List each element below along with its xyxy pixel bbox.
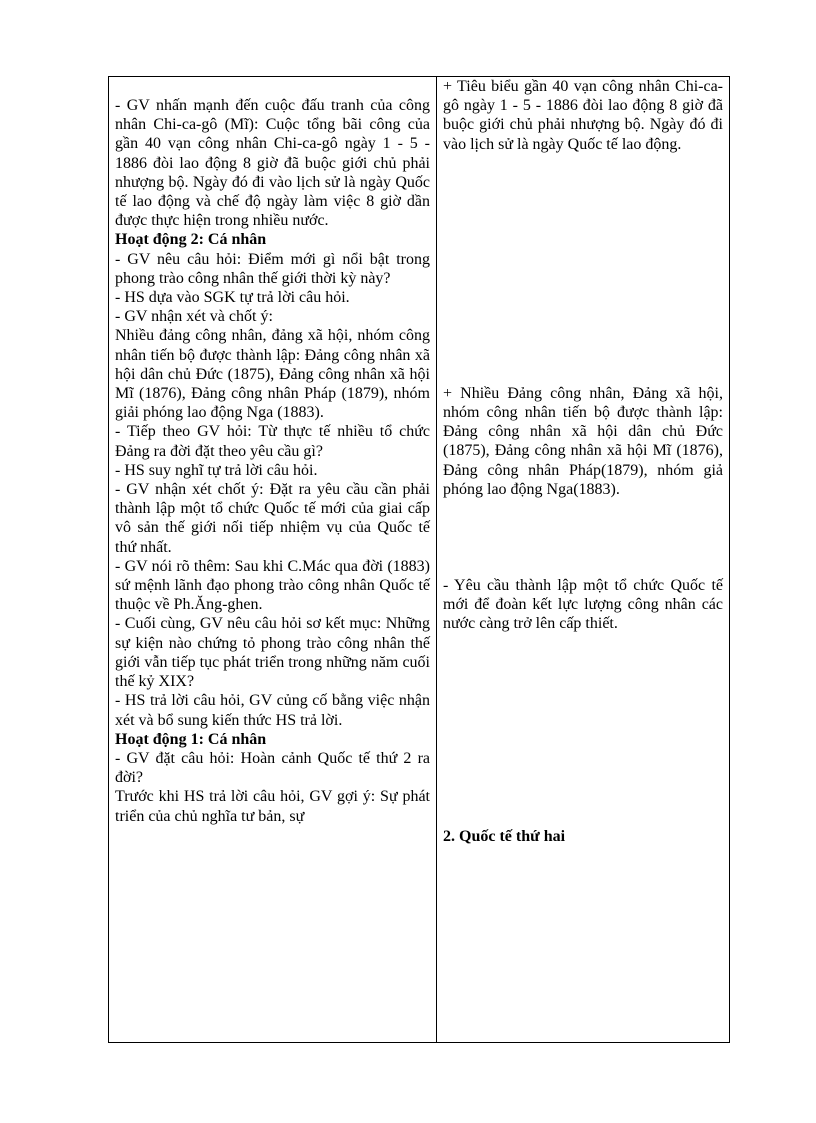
paragraph: - GV đặt câu hỏi: Hoàn cảnh Quốc tế thứ 2 ra đời? bbox=[115, 749, 430, 787]
paragraph: Nhiều đảng công nhân, đảng xã hội, nhóm công nhân tiến bộ được thành lập: Đảng công nhân xã hội dân chủ Đức (1875), Đảng công nhân xã hội Mĩ (1876), Đảng công nhân Pháp (1879), nhóm giải phóng lao động Nga (1883). bbox=[115, 327, 430, 422]
paragraph: - HS dựa vào SGK tự trả lời câu hỏi. bbox=[115, 289, 350, 307]
content-paragraph: - Yêu cầu thành lập một tổ chức Quốc tế mới để đoàn kết lực lượng công nhân các nước càng trở lên cấp thiết. bbox=[443, 577, 723, 633]
paragraph: - HS trả lời câu hỏi, GV củng cố bằng việc nhận xét và bổ sung kiến thức HS trả lời. bbox=[115, 692, 430, 729]
content-paragraph: + Nhiều Đảng công nhân, Đảng xã hội, nhóm công nhân tiến bộ được thành lập: Đảng công nhân xã hội dân chủ Đức (1875), Đảng công nhân xã hội Mĩ (1876), Đảng công nhân Pháp(1879), nhóm giả phóng lao động Nga(1883). bbox=[443, 384, 723, 498]
paragraph: - GV nêu câu hỏi: Điểm mới gì nổi bật trong phong trào công nhân thế giới thời kỳ này? bbox=[115, 250, 430, 287]
paragraph: Trước khi HS trả lời câu hỏi, GV gợi ý: Sự phát triển của chủ nghĩa tư bản, sự bbox=[115, 788, 430, 825]
paragraph: - GV nhấn mạnh đến cuộc đấu tranh của công nhân Chi-ca-gô (Mĩ): Cuộc tổng bãi công của gần 40 vạn công nhân Chi-ca-gô ngày 1 - 5 - 1886 đòi lao động 8 giờ đã buộc giới chủ phải nhượng bộ. Ngày đó đi vào lịch sử là ngày Quốc tế lao động và chế độ ngày làm việc 8 giờ dần được thực hiện trong nhiều nước. bbox=[115, 97, 430, 230]
section-heading: 2. Quốc tế thứ hai bbox=[443, 827, 566, 845]
paragraph: - HS suy nghĩ tự trả lời câu hỏi. bbox=[115, 461, 318, 479]
paragraph: - Cuối cùng, GV nêu câu hỏi sơ kết mục: Những sự kiện nào chứng tỏ phong trào công nhân thế giới vẫn tiếp tục phát triển trong những năm cuối thế kỷ XIX? bbox=[115, 615, 430, 691]
content-paragraph: + Tiêu biểu gần 40 vạn công nhân Chi-ca-gô ngày 1 - 5 - 1886 đòi lao động 8 giờ đã buộc giới chủ phải nhượng bộ. Ngày đó đi vào lịch sử là ngày Quốc tế lao động. bbox=[443, 78, 723, 153]
spacer bbox=[443, 499, 723, 576]
lesson-table bbox=[108, 76, 730, 1043]
spacer bbox=[443, 154, 723, 384]
teacher-activities-column bbox=[109, 77, 437, 1042]
content-column bbox=[437, 77, 729, 1042]
paragraph: - GV nhận xét chốt ý: Đặt ra yêu cầu cần phải thành lập một tổ chức Quốc tế mới của giai cấp vô sản thế giới nối tiếp nhiệm vụ của Quốc tế thứ nhất. bbox=[115, 481, 430, 556]
paragraph: - GV nhận xét và chốt ý: bbox=[115, 308, 273, 326]
blank-line bbox=[115, 77, 430, 96]
activity-heading: Hoạt động 2: Cá nhân bbox=[115, 231, 267, 249]
paragraph: - Tiếp theo GV hỏi: Từ thực tế nhiều tổ chức Đảng ra đời đặt theo yêu cầu gì? bbox=[115, 423, 430, 460]
paragraph: - GV nói rõ thêm: Sau khi C.Mác qua đời (1883) sứ mệnh lãnh đạo phong trào công nhân Quốc tế thuộc về Ph.Ăng-ghen. bbox=[115, 557, 430, 614]
activity-heading: Hoạt động 1: Cá nhân bbox=[115, 730, 267, 748]
spacer bbox=[443, 634, 723, 827]
